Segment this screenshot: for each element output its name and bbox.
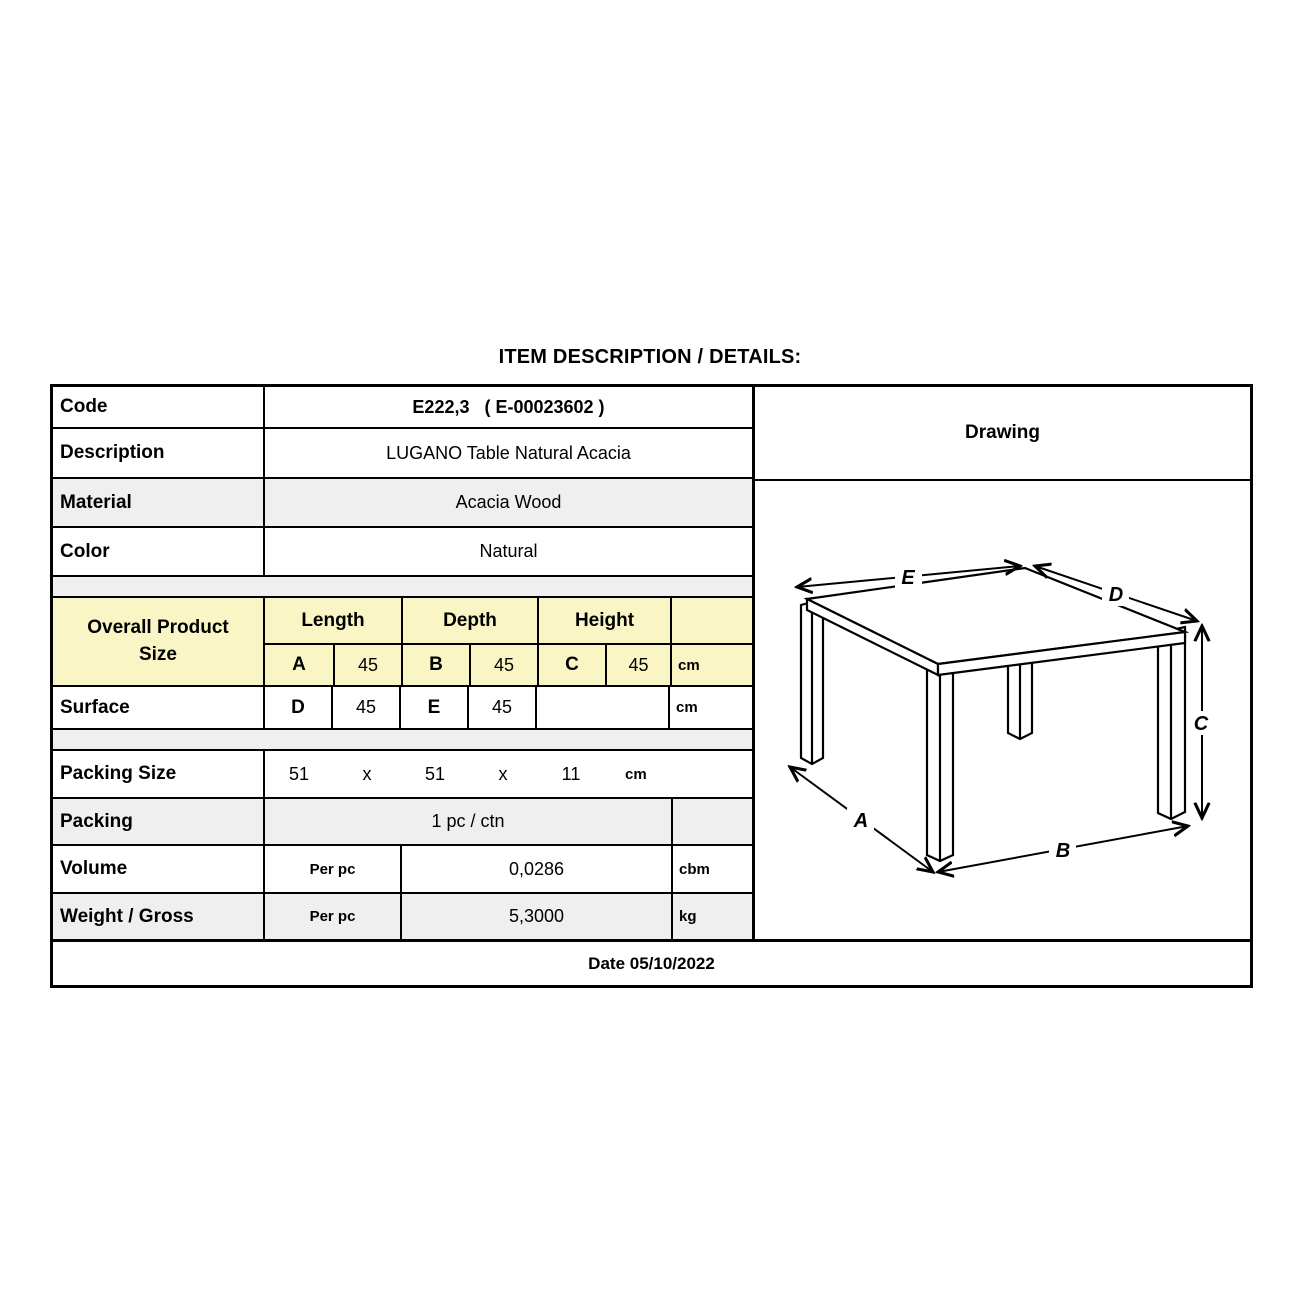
date-row [53, 939, 1250, 985]
table-leg-right [1158, 627, 1185, 819]
packing-empty-cell [671, 799, 752, 844]
volume-unit: cbm [671, 846, 752, 892]
size-values-row [265, 643, 752, 685]
spec-table [50, 384, 1253, 988]
weight-unit: kg [671, 894, 752, 939]
packing-dim-length: 51 [288, 763, 310, 784]
drawing-section [755, 387, 1250, 939]
dim-key-d: D [263, 687, 331, 728]
date-value: Date 05/10/2022 [588, 953, 715, 973]
color-label: Color [60, 540, 110, 562]
code-value: E222,3 ( E-00023602 ) [263, 387, 752, 427]
surface-row [53, 685, 752, 728]
volume-label: Volume [60, 858, 128, 879]
weight-label: Weight / Gross [60, 905, 194, 927]
dim-label-b: B [1055, 840, 1071, 862]
dim-value-e: 45 [467, 687, 535, 728]
packing-label: Packing [60, 810, 133, 832]
description-row [53, 427, 752, 477]
color-value: Natural [263, 528, 752, 575]
volume-value: 0,0286 [400, 846, 671, 892]
dim-label-c: C [1193, 713, 1209, 735]
page-title: ITEM DESCRIPTION / DETAILS: [498, 346, 802, 368]
depth-header: Depth [401, 598, 537, 643]
dim-label-a: A [853, 810, 869, 832]
description-value: LUGANO Table Natural Acacia [263, 429, 752, 477]
table-drawing [755, 481, 1250, 937]
dim-label-d: D [1108, 584, 1124, 606]
spacer-row [53, 575, 752, 596]
weight-basis: Per pc [263, 894, 400, 939]
packing-size-label: Packing Size [60, 763, 177, 784]
overall-size-unit: cm [670, 645, 754, 685]
surface-unit: cm [668, 687, 752, 728]
weight-value: 5,3000 [400, 894, 671, 939]
volume-basis: Per pc [263, 846, 400, 892]
dim-key-a: A [292, 654, 306, 675]
length-header: Length [301, 609, 365, 631]
surface-empty-cell [535, 687, 668, 728]
dim-value-a: 45 [333, 645, 401, 685]
overall-size-grid [263, 598, 752, 685]
dim-key-e: E [399, 687, 467, 728]
overall-size-block [53, 596, 752, 685]
overall-size-label: Overall Product Size [87, 616, 229, 665]
material-value: Acacia Wood [263, 479, 752, 526]
dim-value-d: 45 [331, 687, 399, 728]
packing-row [53, 797, 752, 844]
dim-value-c: 45 [605, 645, 670, 685]
dim-label-e: E [901, 567, 915, 589]
times-separator: x [498, 763, 508, 784]
packing-size-unit: cm [625, 765, 647, 783]
dimension-line-b [938, 826, 1188, 872]
dim-key-b: B [401, 645, 469, 685]
spec-table-left-section [53, 387, 755, 939]
height-header: Height [537, 598, 670, 643]
table-leg-front-center [927, 659, 953, 861]
packing-size-row [53, 749, 752, 797]
weight-row [53, 892, 752, 939]
material-row [53, 477, 752, 526]
drawing-title: Drawing [755, 387, 1250, 481]
description-label: Description [60, 442, 165, 463]
material-label: Material [60, 491, 132, 513]
dim-value-b: 45 [469, 645, 537, 685]
times-separator: x [362, 763, 372, 784]
spacer-row [53, 728, 752, 749]
dimension-line-c [1188, 626, 1215, 818]
packing-dim-height: 11 [561, 763, 581, 784]
code-row [53, 387, 752, 427]
table-leg-front-left [801, 599, 823, 764]
code-label: Code [60, 396, 108, 417]
dim-key-c: C [537, 645, 605, 685]
dimension-line-a [790, 767, 933, 872]
surface-label: Surface [60, 696, 130, 718]
packing-dim-width: 51 [424, 763, 446, 784]
volume-row [53, 844, 752, 892]
packing-size-values [263, 751, 752, 797]
color-row [53, 526, 752, 575]
packing-value: 1 pc / ctn [263, 799, 671, 844]
size-header-empty-cell [670, 598, 754, 643]
size-header-row [265, 598, 752, 643]
